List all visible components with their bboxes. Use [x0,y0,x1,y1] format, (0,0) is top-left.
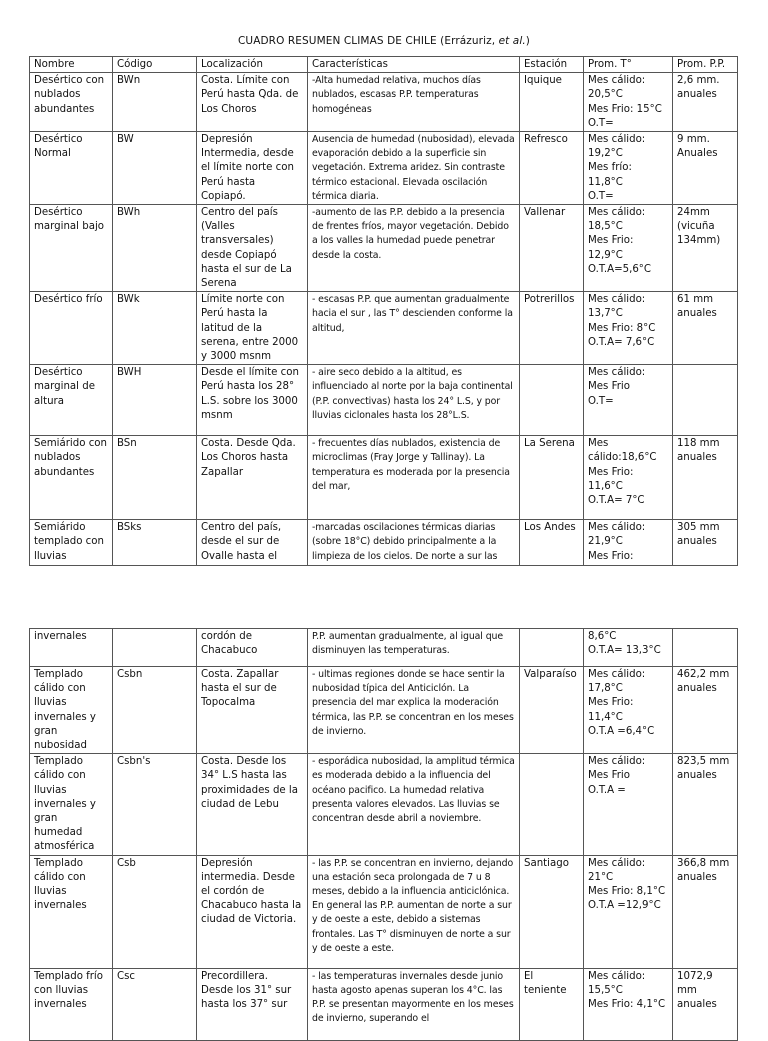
cell-temp: Mes cálido:18,6°C Mes Frio: 11,6°C O.T.A= 7°C [584,436,673,520]
cell-temp: Mes cálido: Mes Frio O.T= [584,365,673,436]
table-row [30,754,738,855]
cell-caracteristicas: - las P.P. se concentran en invierno, dejando una estación seca prolongada de 7 u 8 meses, debido a la influencia anticiclónica. En general las P.P. aumentan de norte a sur y de oeste a este, debido a sistemas frontales. Las T° disminuyen de norte a sur y de oeste a este. [308,855,520,968]
cell-codigo: BWh [113,205,197,292]
cell-temp: Mes cálido: Mes Frio O.T.A = [584,754,673,855]
cell-localizacion: Depresión intermedia. Desde el cordón de Chacabuco hasta la ciudad de Victoria. [197,855,308,968]
cell-localizacion: Costa. Zapallar hasta el sur de Topocalma [197,667,308,754]
table-row [30,436,738,520]
cell-estacion: Valparaíso [520,667,584,754]
cell-estacion: Refresco [520,132,584,205]
table-row [30,968,738,1040]
cell-caracteristicas: - aire seco debido a la altitud, es influenciado al norte por la baja continental (P.P. convectivas) hasta los 24° L.S, y por lluvias ciclonales hasta los 28°L.S. [308,365,520,436]
climate-table-page1 [29,56,738,566]
cell-caracteristicas: Ausencia de humedad (nubosidad), elevada evaporación debido a la superficie sin vegetación. Extrema aridez. Sin contraste térmico estacional. Elevada oscilación térmica diaria. [308,132,520,205]
cell-pp: 305 mm anuales [673,520,738,566]
cell-codigo: Csbn's [113,754,197,855]
cell-nombre: Desértico con nublados abundantes [30,73,113,132]
header-caracteristicas: Características [308,57,520,73]
cell-localizacion: Costa. Límite con Perú hasta Qda. de Los Choros [197,73,308,132]
cell-nombre: Templado cálido con lluvias invernales [30,855,113,968]
cell-nombre: Templado cálido con lluvias invernales y gran humedad atmosférica [30,754,113,855]
cell-caracteristicas: -marcadas oscilaciones térmicas diarias (sobre 18°C) debido principalmente a la limpieza de los cielos. De norte a sur las [308,520,520,566]
cell-localizacion: Desde el límite con Perú hasta los 28° L.S. sobre los 3000 msnm [197,365,308,436]
header-prom-pp: Prom. P.P. [673,57,738,73]
cell-temp: Mes cálido: 20,5°C Mes Frio: 15°C O.T= [584,73,673,132]
cell-temp: Mes cálido: 17,8°C Mes Frio: 11,4°C O.T.A =6,4°C [584,667,673,754]
cell-caracteristicas: - escasas P.P. que aumentan gradualmente hacia el sur , las T° descienden conforme la altitud, [308,292,520,365]
cell-estacion [520,365,584,436]
cell-codigo: Csbn [113,667,197,754]
header-codigo: Código [113,57,197,73]
cell-pp [673,629,738,667]
title-main: CUADRO RESUMEN CLIMAS DE CHILE (Errázuriz, [238,35,499,47]
cell-estacion [520,754,584,855]
cell-estacion: Potrerillos [520,292,584,365]
cell-pp: 1072,9 mm anuales [673,968,738,1040]
cell-localizacion: Límite norte con Perú hasta la latitud de la serena, entre 2000 y 3000 msnm [197,292,308,365]
cell-estacion: Los Andes [520,520,584,566]
cell-caracteristicas: - ultimas regiones donde se hace sentir la nubosidad típica del Anticiclón. La presencia del mar explica la moderación térmica, las P.P. se concentran en los meses de invierno. [308,667,520,754]
cell-estacion: Iquique [520,73,584,132]
cell-localizacion: Precordillera. Desde los 31° sur hasta los 37° sur [197,968,308,1040]
cell-pp: 2,6 mm. anuales [673,73,738,132]
table-row [30,365,738,436]
cell-pp: 118 mm anuales [673,436,738,520]
cell-nombre: Templado cálido con lluvias invernales y gran nubosidad [30,667,113,754]
header-row [30,57,738,73]
cell-codigo: BSks [113,520,197,566]
cell-estacion: La Serena [520,436,584,520]
cell-temp: Mes cálido: 19,2°C Mes frío: 11,8°C O.T= [584,132,673,205]
cell-caracteristicas: - esporádica nubosidad, la amplitud térmica es moderada debido a la influencia del océano pacifico. La humedad relativa presenta valores elevados. Las lluvias se concentran desde abril a noviembre. [308,754,520,855]
header-prom-temp: Prom. T° [584,57,673,73]
cell-codigo [113,629,197,667]
cell-nombre: Desértico marginal de altura [30,365,113,436]
cell-caracteristicas: - frecuentes días nublados, existencia de microclimas (Fray Jorge y Tallinay). La temperatura es moderada por la presencia del mar, [308,436,520,520]
table-row [30,73,738,132]
title-italic: et al. [498,35,526,47]
cell-temp: Mes cálido: 21°C Mes Frio: 8,1°C O.T.A =12,9°C [584,855,673,968]
cell-estacion [520,629,584,667]
table-row [30,205,738,292]
cell-caracteristicas: -Alta humedad relativa, muchos días nublados, escasas P.P. temperaturas homogéneas [308,73,520,132]
header-nombre: Nombre [30,57,113,73]
table-row [30,132,738,205]
cell-temp: Mes cálido: 13,7°C Mes Frio: 8°C O.T.A= 7,6°C [584,292,673,365]
climate-table-page2 [29,628,738,1041]
cell-codigo: BWn [113,73,197,132]
cell-nombre: Desértico marginal bajo [30,205,113,292]
cell-nombre: invernales [30,629,113,667]
cell-localizacion: Costa. Desde los 34° L.S hasta las proximidades de la ciudad de Lebu [197,754,308,855]
cell-pp: 366,8 mm anuales [673,855,738,968]
cell-localizacion: Centro del país, desde el sur de Ovalle hasta el [197,520,308,566]
cell-localizacion: Centro del país (Valles transversales) desde Copiapó hasta el sur de La Serena [197,205,308,292]
cell-codigo: BWk [113,292,197,365]
cell-nombre: Templado frío con lluvias invernales [30,968,113,1040]
cell-caracteristicas: - las temperaturas invernales desde junio hasta agosto apenas superan los 4°C. las P.P. se presentan mayormente en los meses de invierno, superando el [308,968,520,1040]
cell-estacion: Santiago [520,855,584,968]
cell-estacion: Vallenar [520,205,584,292]
cell-temp: 8,6°C O.T.A= 13,3°C [584,629,673,667]
cell-codigo: Csb [113,855,197,968]
header-estacion: Estación [520,57,584,73]
table-row [30,292,738,365]
cell-pp: 9 mm. Anuales [673,132,738,205]
cell-localizacion: cordón de Chacabuco [197,629,308,667]
cell-pp [673,365,738,436]
table-row [30,520,738,566]
table-row [30,667,738,754]
table-row [30,855,738,968]
cell-temp: Mes cálido: 18,5°C Mes Frio: 12,9°C O.T.A=5,6°C [584,205,673,292]
title-close: ) [525,35,530,47]
cell-temp: Mes cálido: 15,5°C Mes Frio: 4,1°C [584,968,673,1040]
cell-pp: 462,2 mm anuales [673,667,738,754]
cell-temp: Mes cálido: 21,9°C Mes Frio: [584,520,673,566]
cell-pp: 24mm (vicuña 134mm) [673,205,738,292]
cell-codigo: Csc [113,968,197,1040]
cell-caracteristicas: -aumento de las P.P. debido a la presencia de frentes fríos, mayor vegetación. Debido a los valles la humedad puede penetrar desde la costa. [308,205,520,292]
cell-estacion: El teniente [520,968,584,1040]
header-localizacion: Localización [197,57,308,73]
cell-nombre: Desértico frío [30,292,113,365]
cell-localizacion: Depresión Intermedia, desde el límite norte con Perú hasta Copiapó. [197,132,308,205]
cell-nombre: Desértico Normal [30,132,113,205]
cell-pp: 61 mm anuales [673,292,738,365]
cell-codigo: BWH [113,365,197,436]
cell-codigo: BSn [113,436,197,520]
cell-codigo: BW [113,132,197,205]
cell-localizacion: Costa. Desde Qda. Los Choros hasta Zapallar [197,436,308,520]
cell-nombre: Semiárido con nublados abundantes [30,436,113,520]
cell-nombre: Semiárido templado con lluvias [30,520,113,566]
cell-caracteristicas: P.P. aumentan gradualmente, al igual que disminuyen las temperaturas. [308,629,520,667]
document-title [0,35,768,47]
cell-pp: 823,5 mm anuales [673,754,738,855]
table-row [30,629,738,667]
